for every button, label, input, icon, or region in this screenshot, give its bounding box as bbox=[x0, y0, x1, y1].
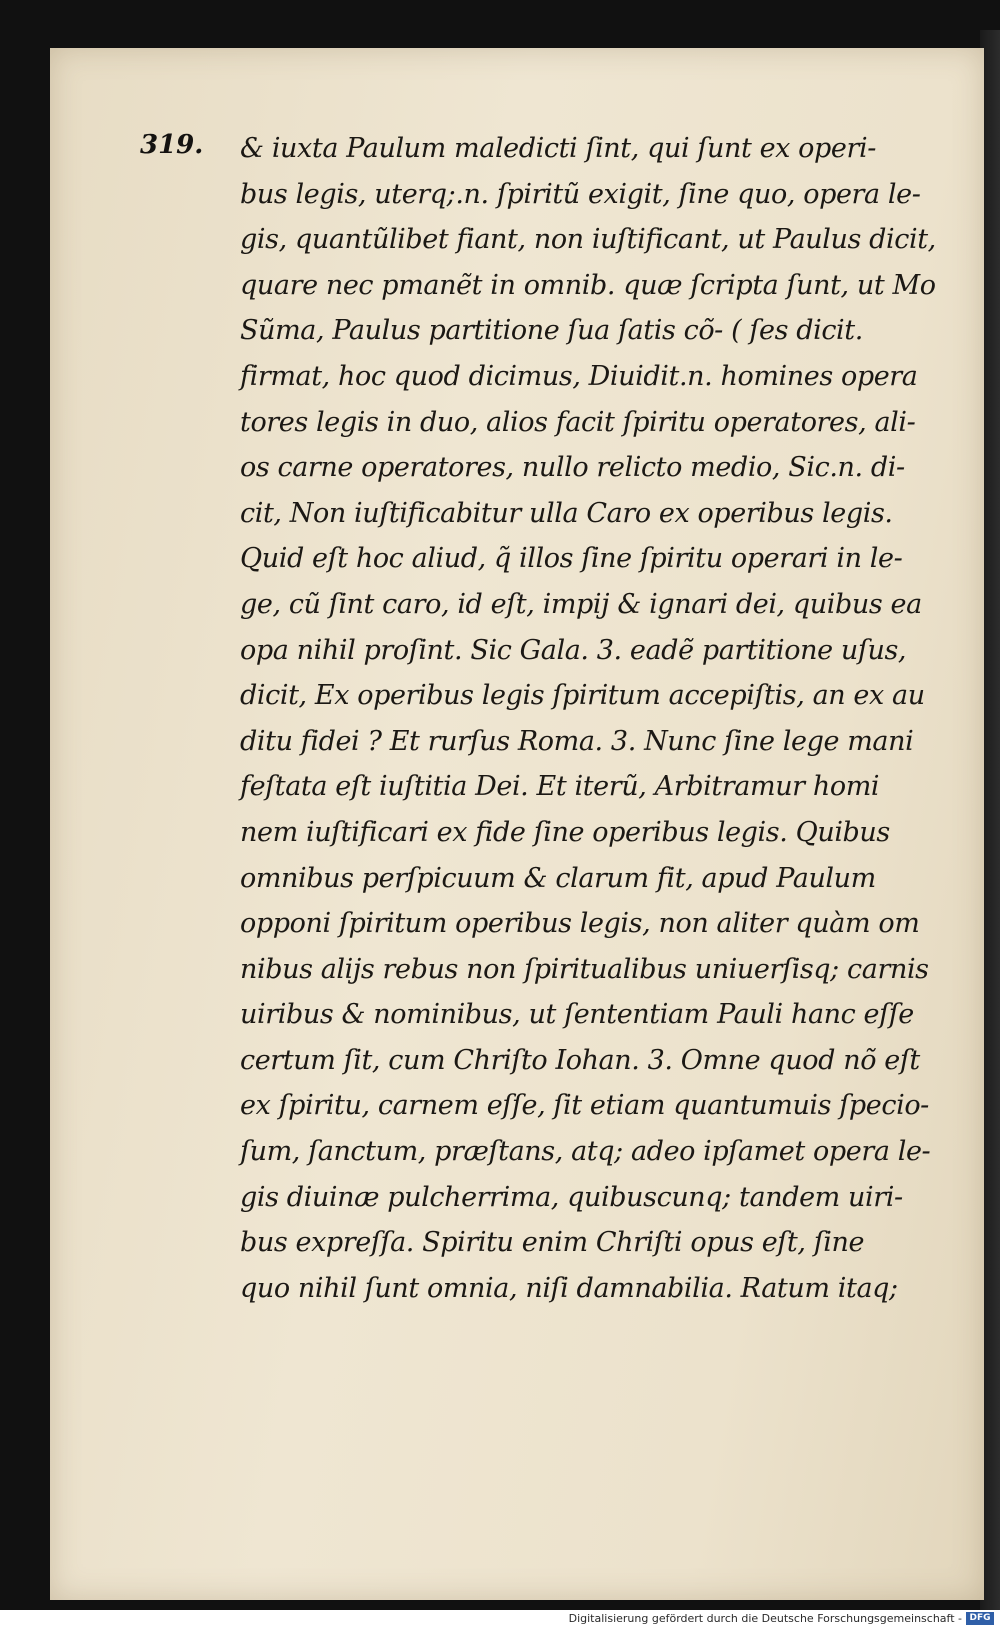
text-block bbox=[240, 126, 940, 1311]
text-line: ge, cũ ſint caro, id eſt, impij & ignari dei, quibus ea bbox=[240, 588, 922, 620]
text-line: ſum, ſanctum, præſtans, atq; adeo ipſamet opera le- bbox=[240, 1136, 931, 1168]
text-line: uiribus & nominibus, ut ſententiam Pauli hanc eſſe bbox=[240, 999, 914, 1031]
page-number: 319. bbox=[140, 130, 204, 160]
text-line: cit, Non iuſtificabitur ulla Caro ex operibus legis. bbox=[240, 497, 893, 529]
text-line: quo nihil ſunt omnia, niſi damnabilia. Ratum itaq; bbox=[240, 1272, 898, 1304]
text-line: gis, quantũlibet fiant, non iuſtificant, ut Paulus dicit, bbox=[240, 224, 936, 256]
text-line: bus expreſſa. Spiritu enim Chriſti opus eſt, ſine bbox=[240, 1227, 865, 1259]
footer bbox=[0, 1610, 1000, 1627]
text-line: nem iuſtificari ex fide ſine operibus legis. Quibus bbox=[240, 816, 890, 848]
text-line: & iuxta Paulum maledicti ſint, qui ſunt ex operi- bbox=[240, 133, 876, 164]
text-line: gis diuinæ pulcherrima, quibuscunq; tandem uiri- bbox=[240, 1181, 903, 1213]
text-line: nibus alijs rebus non ſpiritualibus uniuerſisq; carnis bbox=[240, 953, 929, 985]
text-line: Quid eſt hoc aliud, q̃ illos ſine ſpiritu operari in le- bbox=[240, 543, 903, 575]
text-line: feſtata eſt iuſtitia Dei. Et iterũ, Arbitramur homi bbox=[240, 771, 880, 803]
text-line: Sũma, Paulus partitione ſua ſatis cõ- ( ſes dicit. bbox=[240, 315, 863, 347]
text-line: opa nihil proſint. Sic Gala. 3. eadẽ partitione uſus, bbox=[240, 634, 907, 666]
text-line: opponi ſpiritum operibus legis, non aliter quàm om bbox=[240, 908, 920, 940]
text-line: ex ſpiritu, carnem eſſe, ſit etiam quantumuis ſpecio- bbox=[240, 1090, 929, 1122]
dfg-logo: DFG bbox=[966, 1612, 994, 1625]
text-line: certum ſit, cum Chriſto Iohan. 3. Omne quod nõ eſt bbox=[240, 1044, 920, 1076]
text-line: ditu fidei ? Et rurſus Roma. 3. Nunc ſine lege mani bbox=[240, 725, 914, 757]
text-line: quare nec pmanẽt in omnib. quæ ſcripta ſunt, ut Mo bbox=[240, 269, 936, 301]
text-line: firmat, hoc quod dicimus, Diuidit.n. homines opera bbox=[240, 360, 918, 392]
text-line: dicit, Ex operibus legis ſpiritum accepiſtis, an ex au bbox=[240, 680, 925, 712]
text-line: os carne operatores, nullo relicto medio, Sic.n. di- bbox=[240, 452, 905, 484]
text-line: bus legis, uterq;.n. ſpiritũ exigit, ſine quo, opera le- bbox=[240, 178, 921, 210]
footer-credit: Digitalisierung gefördert durch die Deutsche Forschungsgemeinschaft - bbox=[568, 1612, 962, 1625]
text-line: tores legis in duo, alios facit ſpiritu operatores, ali- bbox=[240, 406, 916, 438]
text-line: omnibus perſpicuum & clarum fit, apud Paulum bbox=[240, 862, 876, 894]
